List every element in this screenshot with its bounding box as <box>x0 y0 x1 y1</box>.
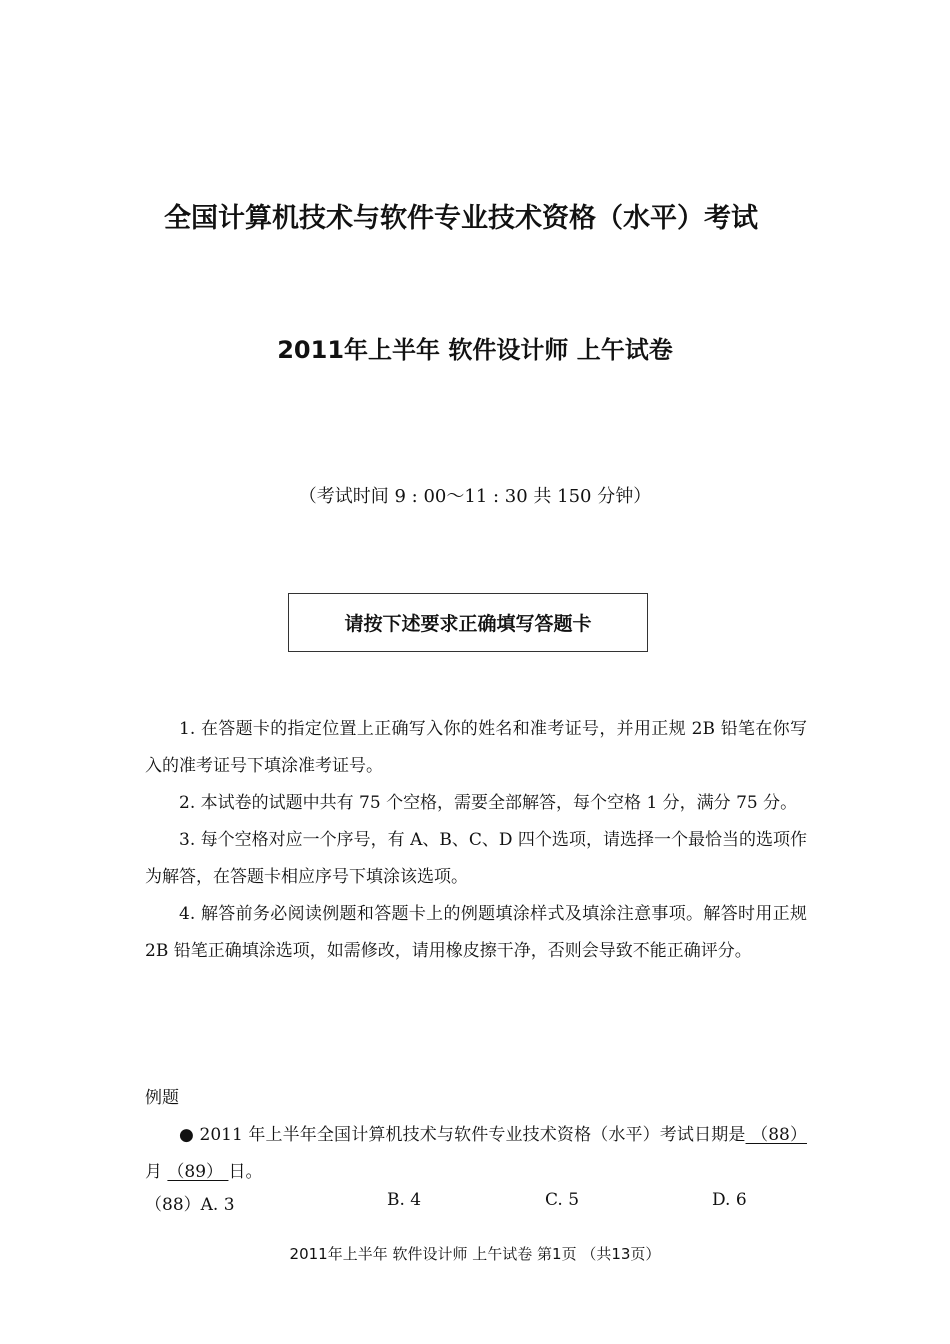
page-footer: 2011年上半年 软件设计师 上午试卷 第1页 （共13页） <box>289 1245 661 1263</box>
rule-2: 2. 本试卷的试题中共有 75 个空格，需要全部解答，每个空格 1 分，满分 75 分。 <box>179 793 798 813</box>
example-options <box>145 1190 807 1220</box>
example-question <box>145 1117 807 1191</box>
rules-list <box>145 711 807 970</box>
exam-time: （考试时间 9 : 00～11 : 30 共 150 分钟） <box>298 486 652 507</box>
rule-3: 3. 每个空格对应一个序号，有 A、B、C、D 四个选项，请选择一个最恰当的选项作为解答，在答题卡相应序号下填涂该选项。 <box>145 830 807 887</box>
instruction-box-label: 请按下述要求正确填写答题卡 <box>344 613 592 635</box>
example-question-between: 月 <box>145 1162 168 1182</box>
example-question-after: 日。 <box>228 1162 263 1182</box>
instruction-box <box>288 593 648 652</box>
page-title: 全国计算机技术与软件专业技术资格（水平）考试 <box>164 203 758 234</box>
rule-4: 4. 解答前务必阅读例题和答题卡上的例题填涂样式及填涂注意事项。解答时用正规 2B 铅笔正确填涂选项，如需修改，请用橡皮擦干净，否则会导致不能正确评分。 <box>145 904 807 961</box>
option-a: （88）A. 3 <box>145 1195 235 1215</box>
bullet-icon: ● <box>179 1125 194 1145</box>
answer-blank-89: （89） <box>167 1162 229 1182</box>
example-question-text: 2011 年上半年全国计算机技术与软件专业技术资格（水平）考试日期是 <box>193 1125 746 1145</box>
option-b: B. 4 <box>387 1190 422 1210</box>
example-heading: 例题 <box>145 1088 179 1108</box>
rule-1: 1. 在答题卡的指定位置上正确写入你的姓名和准考证号，并用正规 2B 铅笔在你写入的准考证号下填涂准考证号。 <box>145 719 807 776</box>
page-subtitle: 2011年上半年 软件设计师 上午试卷 <box>277 336 673 364</box>
answer-blank-88: （88） <box>745 1125 807 1145</box>
option-d: D. 6 <box>712 1190 747 1210</box>
option-c: C. 5 <box>545 1190 580 1210</box>
